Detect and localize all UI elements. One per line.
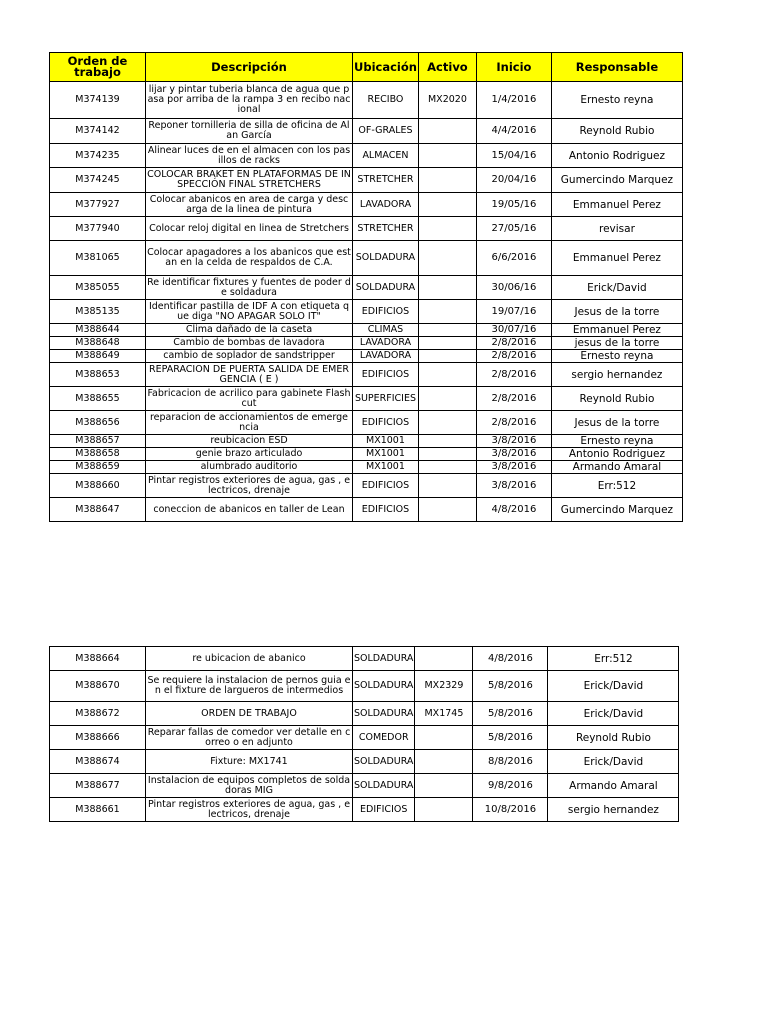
cell-responsable: Reynold Rubio	[551, 119, 682, 144]
cell-activo	[418, 498, 476, 522]
cell-orden: M388647	[50, 498, 146, 522]
table-row	[50, 774, 679, 798]
cell-responsable: Reynold Rubio	[548, 726, 679, 750]
cell-descripcion: Colocar reloj digital en linea de Stretchers	[146, 217, 353, 241]
table-row	[50, 448, 683, 461]
cell-orden: M388648	[50, 337, 146, 350]
cell-responsable: Armando Amaral	[551, 461, 682, 474]
cell-orden: M377927	[50, 193, 146, 217]
table-row	[50, 647, 679, 671]
cell-responsable: revisar	[551, 217, 682, 241]
table-row	[50, 144, 683, 168]
col-activo: Activo	[418, 53, 476, 82]
cell-orden: M388655	[50, 387, 146, 411]
cell-descripcion: Cambio de bombas de lavadora	[146, 337, 353, 350]
cell-orden: M385135	[50, 300, 146, 324]
table-body-2	[50, 647, 679, 822]
cell-orden: M388660	[50, 474, 146, 498]
cell-orden: M388666	[50, 726, 146, 750]
cell-descripcion: Colocar abanicos en area de carga y descarga de la linea de pintura	[146, 193, 353, 217]
cell-ubicacion: EDIFICIOS	[353, 498, 419, 522]
cell-inicio: 3/8/2016	[476, 435, 551, 448]
cell-responsable: Armando Amaral	[548, 774, 679, 798]
cell-activo	[415, 798, 473, 822]
cell-responsable: Ernesto reyna	[551, 82, 682, 119]
cell-activo: MX2020	[418, 82, 476, 119]
col-orden: Orden de trabajo	[50, 53, 146, 82]
cell-orden: M388656	[50, 411, 146, 435]
table-row	[50, 276, 683, 300]
cell-descripcion: Fixture: MX1741	[146, 750, 353, 774]
cell-orden: M388661	[50, 798, 146, 822]
cell-inicio: 8/8/2016	[473, 750, 548, 774]
cell-ubicacion: SOLDADURA	[353, 276, 419, 300]
cell-responsable: Erick/David	[548, 671, 679, 702]
cell-orden: M374142	[50, 119, 146, 144]
cell-inicio: 4/8/2016	[473, 647, 548, 671]
cell-inicio: 2/8/2016	[476, 387, 551, 411]
cell-orden: M381065	[50, 241, 146, 276]
table-row	[50, 750, 679, 774]
cell-descripcion: reparacion de accionamientos de emergencia	[146, 411, 353, 435]
cell-ubicacion: SOLDADURA	[353, 774, 415, 798]
cell-activo	[418, 474, 476, 498]
cell-orden: M388677	[50, 774, 146, 798]
cell-ubicacion: CLIMAS	[353, 324, 419, 337]
table-row	[50, 387, 683, 411]
cell-descripcion: Pintar registros exteriores de agua, gas , electricos, drenaje	[146, 798, 353, 822]
work-orders-table-2	[49, 646, 679, 822]
table-row	[50, 461, 683, 474]
work-orders-table	[49, 52, 683, 522]
col-responsable: Responsable	[551, 53, 682, 82]
cell-activo	[415, 774, 473, 798]
cell-inicio: 2/8/2016	[476, 411, 551, 435]
cell-inicio: 4/8/2016	[476, 498, 551, 522]
cell-inicio: 19/05/16	[476, 193, 551, 217]
cell-ubicacion: ALMACEN	[353, 144, 419, 168]
cell-descripcion: coneccion de abanicos en taller de Lean	[146, 498, 353, 522]
cell-activo: MX1745	[415, 702, 473, 726]
cell-ubicacion: LAVADORA	[353, 193, 419, 217]
cell-activo	[418, 363, 476, 387]
cell-ubicacion: EDIFICIOS	[353, 474, 419, 498]
cell-descripcion: Instalacion de equipos completos de soldadoras MIG	[146, 774, 353, 798]
cell-orden: M388670	[50, 671, 146, 702]
cell-orden: M374235	[50, 144, 146, 168]
cell-descripcion: lijar y pintar tuberia blanca de agua que pasa por arriba de la rampa 3 en recibo nacional	[146, 82, 353, 119]
cell-inicio: 30/07/16	[476, 324, 551, 337]
cell-ubicacion: EDIFICIOS	[353, 363, 419, 387]
cell-ubicacion: MX1001	[353, 461, 419, 474]
table-row	[50, 82, 683, 119]
cell-activo	[418, 241, 476, 276]
cell-responsable: Err:512	[548, 647, 679, 671]
cell-ubicacion: SUPERFICIES	[353, 387, 419, 411]
cell-orden: M388644	[50, 324, 146, 337]
cell-descripcion: Reparar fallas de comedor ver detalle en correo o en adjunto	[146, 726, 353, 750]
table-row	[50, 193, 683, 217]
cell-descripcion: re ubicacion de abanico	[146, 647, 353, 671]
cell-ubicacion: LAVADORA	[353, 350, 419, 363]
cell-descripcion: COLOCAR BRAKET EN PLATAFORMAS DE INSPECCIÓN FINAL STRETCHERS	[146, 168, 353, 193]
cell-descripcion: alumbrado auditorio	[146, 461, 353, 474]
cell-ubicacion: SOLDADURA	[353, 702, 415, 726]
cell-inicio: 5/8/2016	[473, 671, 548, 702]
table-row	[50, 798, 679, 822]
cell-inicio: 3/8/2016	[476, 448, 551, 461]
cell-responsable: Ernesto reyna	[551, 435, 682, 448]
cell-responsable: jesus de la torre	[551, 337, 682, 350]
cell-orden: M388672	[50, 702, 146, 726]
cell-responsable: sergio hernandez	[551, 363, 682, 387]
table-row	[50, 241, 683, 276]
cell-descripcion: reubicacion ESD	[146, 435, 353, 448]
cell-activo	[415, 726, 473, 750]
cell-orden: M374139	[50, 82, 146, 119]
cell-activo	[418, 387, 476, 411]
cell-descripcion: Re identificar fixtures y fuentes de poder de soldadura	[147, 276, 351, 298]
table-row	[50, 217, 683, 241]
cell-responsable: Antonio Rodriguez	[551, 448, 682, 461]
cell-activo: MX2329	[415, 671, 473, 702]
cell-inicio: 20/04/16	[476, 168, 551, 193]
cell-orden: M374245	[50, 168, 146, 193]
cell-inicio: 1/4/2016	[476, 82, 551, 119]
table-row	[50, 474, 683, 498]
table-row	[50, 350, 683, 363]
cell-ubicacion: STRETCHER	[353, 168, 419, 193]
cell-activo	[418, 448, 476, 461]
cell-inicio: 3/8/2016	[476, 461, 551, 474]
cell-orden: M385055	[50, 276, 146, 300]
table-row	[50, 300, 683, 324]
table-body	[50, 82, 683, 522]
table-row	[50, 168, 683, 193]
cell-activo	[415, 750, 473, 774]
cell-ubicacion: SOLDADURA	[353, 750, 415, 774]
table-row	[50, 498, 683, 522]
cell-responsable: Err:512	[551, 474, 682, 498]
cell-ubicacion: LAVADORA	[353, 337, 419, 350]
table-row	[50, 324, 683, 337]
cell-responsable: Ernesto reyna	[551, 350, 682, 363]
cell-descripcion: Alinear luces de en el almacen con los pasillos de racks	[146, 144, 353, 168]
cell-ubicacion: STRETCHER	[353, 217, 419, 241]
cell-descripcion: Clima dañado de la caseta	[146, 324, 353, 337]
cell-responsable: Emmanuel Perez	[551, 241, 682, 276]
cell-activo	[418, 461, 476, 474]
cell-orden: M388657	[50, 435, 146, 448]
cell-inicio: 3/8/2016	[476, 474, 551, 498]
table-row	[50, 702, 679, 726]
cell-descripcion: REPARACION DE PUERTA SALIDA DE EMERGENCIA ( E )	[146, 363, 353, 387]
cell-ubicacion: MX1001	[353, 448, 419, 461]
cell-responsable: Emmanuel Perez	[551, 193, 682, 217]
cell-inicio: 5/8/2016	[473, 726, 548, 750]
table-row	[50, 726, 679, 750]
cell-inicio: 15/04/16	[476, 144, 551, 168]
col-descripcion: Descripción	[146, 53, 353, 82]
cell-inicio: 19/07/16	[476, 300, 551, 324]
cell-responsable: Antonio Rodriguez	[551, 144, 682, 168]
cell-orden: M388674	[50, 750, 146, 774]
cell-responsable: Erick/David	[548, 702, 679, 726]
cell-orden: M388653	[50, 363, 146, 387]
cell-inicio: 2/8/2016	[476, 350, 551, 363]
cell-activo	[418, 435, 476, 448]
cell-descripcion: Reponer tornilleria de silla de oficina de Alan García	[146, 119, 353, 144]
cell-activo	[418, 300, 476, 324]
cell-inicio: 30/06/16	[476, 276, 551, 300]
cell-descripcion: cambio de soplador de sandstripper	[146, 350, 353, 363]
cell-responsable: Reynold Rubio	[551, 387, 682, 411]
table-row	[50, 119, 683, 144]
cell-ubicacion: OF-GRALES	[353, 119, 419, 144]
table-row	[50, 363, 683, 387]
cell-responsable: Erick/David	[551, 276, 682, 300]
cell-ubicacion: EDIFICIOS	[353, 411, 419, 435]
cell-orden: M388659	[50, 461, 146, 474]
cell-responsable: Jesus de la torre	[551, 411, 682, 435]
cell-activo	[418, 337, 476, 350]
cell-activo	[418, 119, 476, 144]
cell-ubicacion: RECIBO	[353, 82, 419, 119]
cell-ubicacion: COMEDOR	[353, 726, 415, 750]
cell-responsable: Gumercindo Marquez	[551, 168, 682, 193]
cell-descripcion: Fabricacion de acrilico para gabinete Flashcut	[147, 387, 351, 409]
cell-ubicacion: SOLDADURA	[353, 647, 415, 671]
cell-inicio: 2/8/2016	[476, 363, 551, 387]
cell-inicio: 9/8/2016	[473, 774, 548, 798]
cell-inicio: 27/05/16	[476, 217, 551, 241]
cell-activo	[418, 411, 476, 435]
cell-inicio: 2/8/2016	[476, 337, 551, 350]
cell-orden: M388658	[50, 448, 146, 461]
cell-activo	[418, 144, 476, 168]
cell-inicio: 4/4/2016	[476, 119, 551, 144]
cell-responsable: Jesus de la torre	[551, 300, 682, 324]
cell-descripcion: genie brazo articulado	[146, 448, 353, 461]
cell-activo	[418, 276, 476, 300]
table-row	[50, 337, 683, 350]
col-inicio: Inicio	[476, 53, 551, 82]
cell-responsable: sergio hernandez	[548, 798, 679, 822]
cell-ubicacion: EDIFICIOS	[353, 798, 415, 822]
cell-ubicacion: MX1001	[353, 435, 419, 448]
table-row	[50, 435, 683, 448]
cell-responsable: Gumercindo Marquez	[551, 498, 682, 522]
cell-activo	[418, 217, 476, 241]
cell-orden: M388664	[50, 647, 146, 671]
cell-inicio: 6/6/2016	[476, 241, 551, 276]
col-ubicacion: Ubicación	[353, 53, 419, 82]
cell-activo	[418, 350, 476, 363]
cell-ubicacion: SOLDADURA	[353, 241, 419, 276]
cell-descripcion: Identificar pastilla de IDF A con etiqueta que diga "NO APAGAR SOLO IT"	[146, 300, 353, 324]
cell-ubicacion: SOLDADURA	[353, 671, 415, 702]
cell-activo	[418, 324, 476, 337]
table-row	[50, 411, 683, 435]
cell-orden: M377940	[50, 217, 146, 241]
header-row	[50, 53, 683, 82]
cell-responsable: Erick/David	[548, 750, 679, 774]
table-row	[50, 671, 679, 702]
cell-inicio: 5/8/2016	[473, 702, 548, 726]
cell-orden: M388649	[50, 350, 146, 363]
cell-responsable: Emmanuel Perez	[551, 324, 682, 337]
cell-descripcion: Se requiere la instalacion de pernos guia en el fixture de largueros de intermedios	[146, 671, 353, 702]
cell-inicio: 10/8/2016	[473, 798, 548, 822]
cell-descripcion: ORDEN DE TRABAJO	[146, 702, 353, 726]
cell-ubicacion: EDIFICIOS	[353, 300, 419, 324]
cell-descripcion: Colocar apagadores a los abanicos que estan en la celda de respaldos de C.A.	[146, 241, 353, 276]
cell-activo	[415, 647, 473, 671]
cell-activo	[418, 193, 476, 217]
cell-descripcion: Pintar registros exteriores de agua, gas , electricos, drenaje	[146, 474, 353, 498]
cell-activo	[418, 168, 476, 193]
